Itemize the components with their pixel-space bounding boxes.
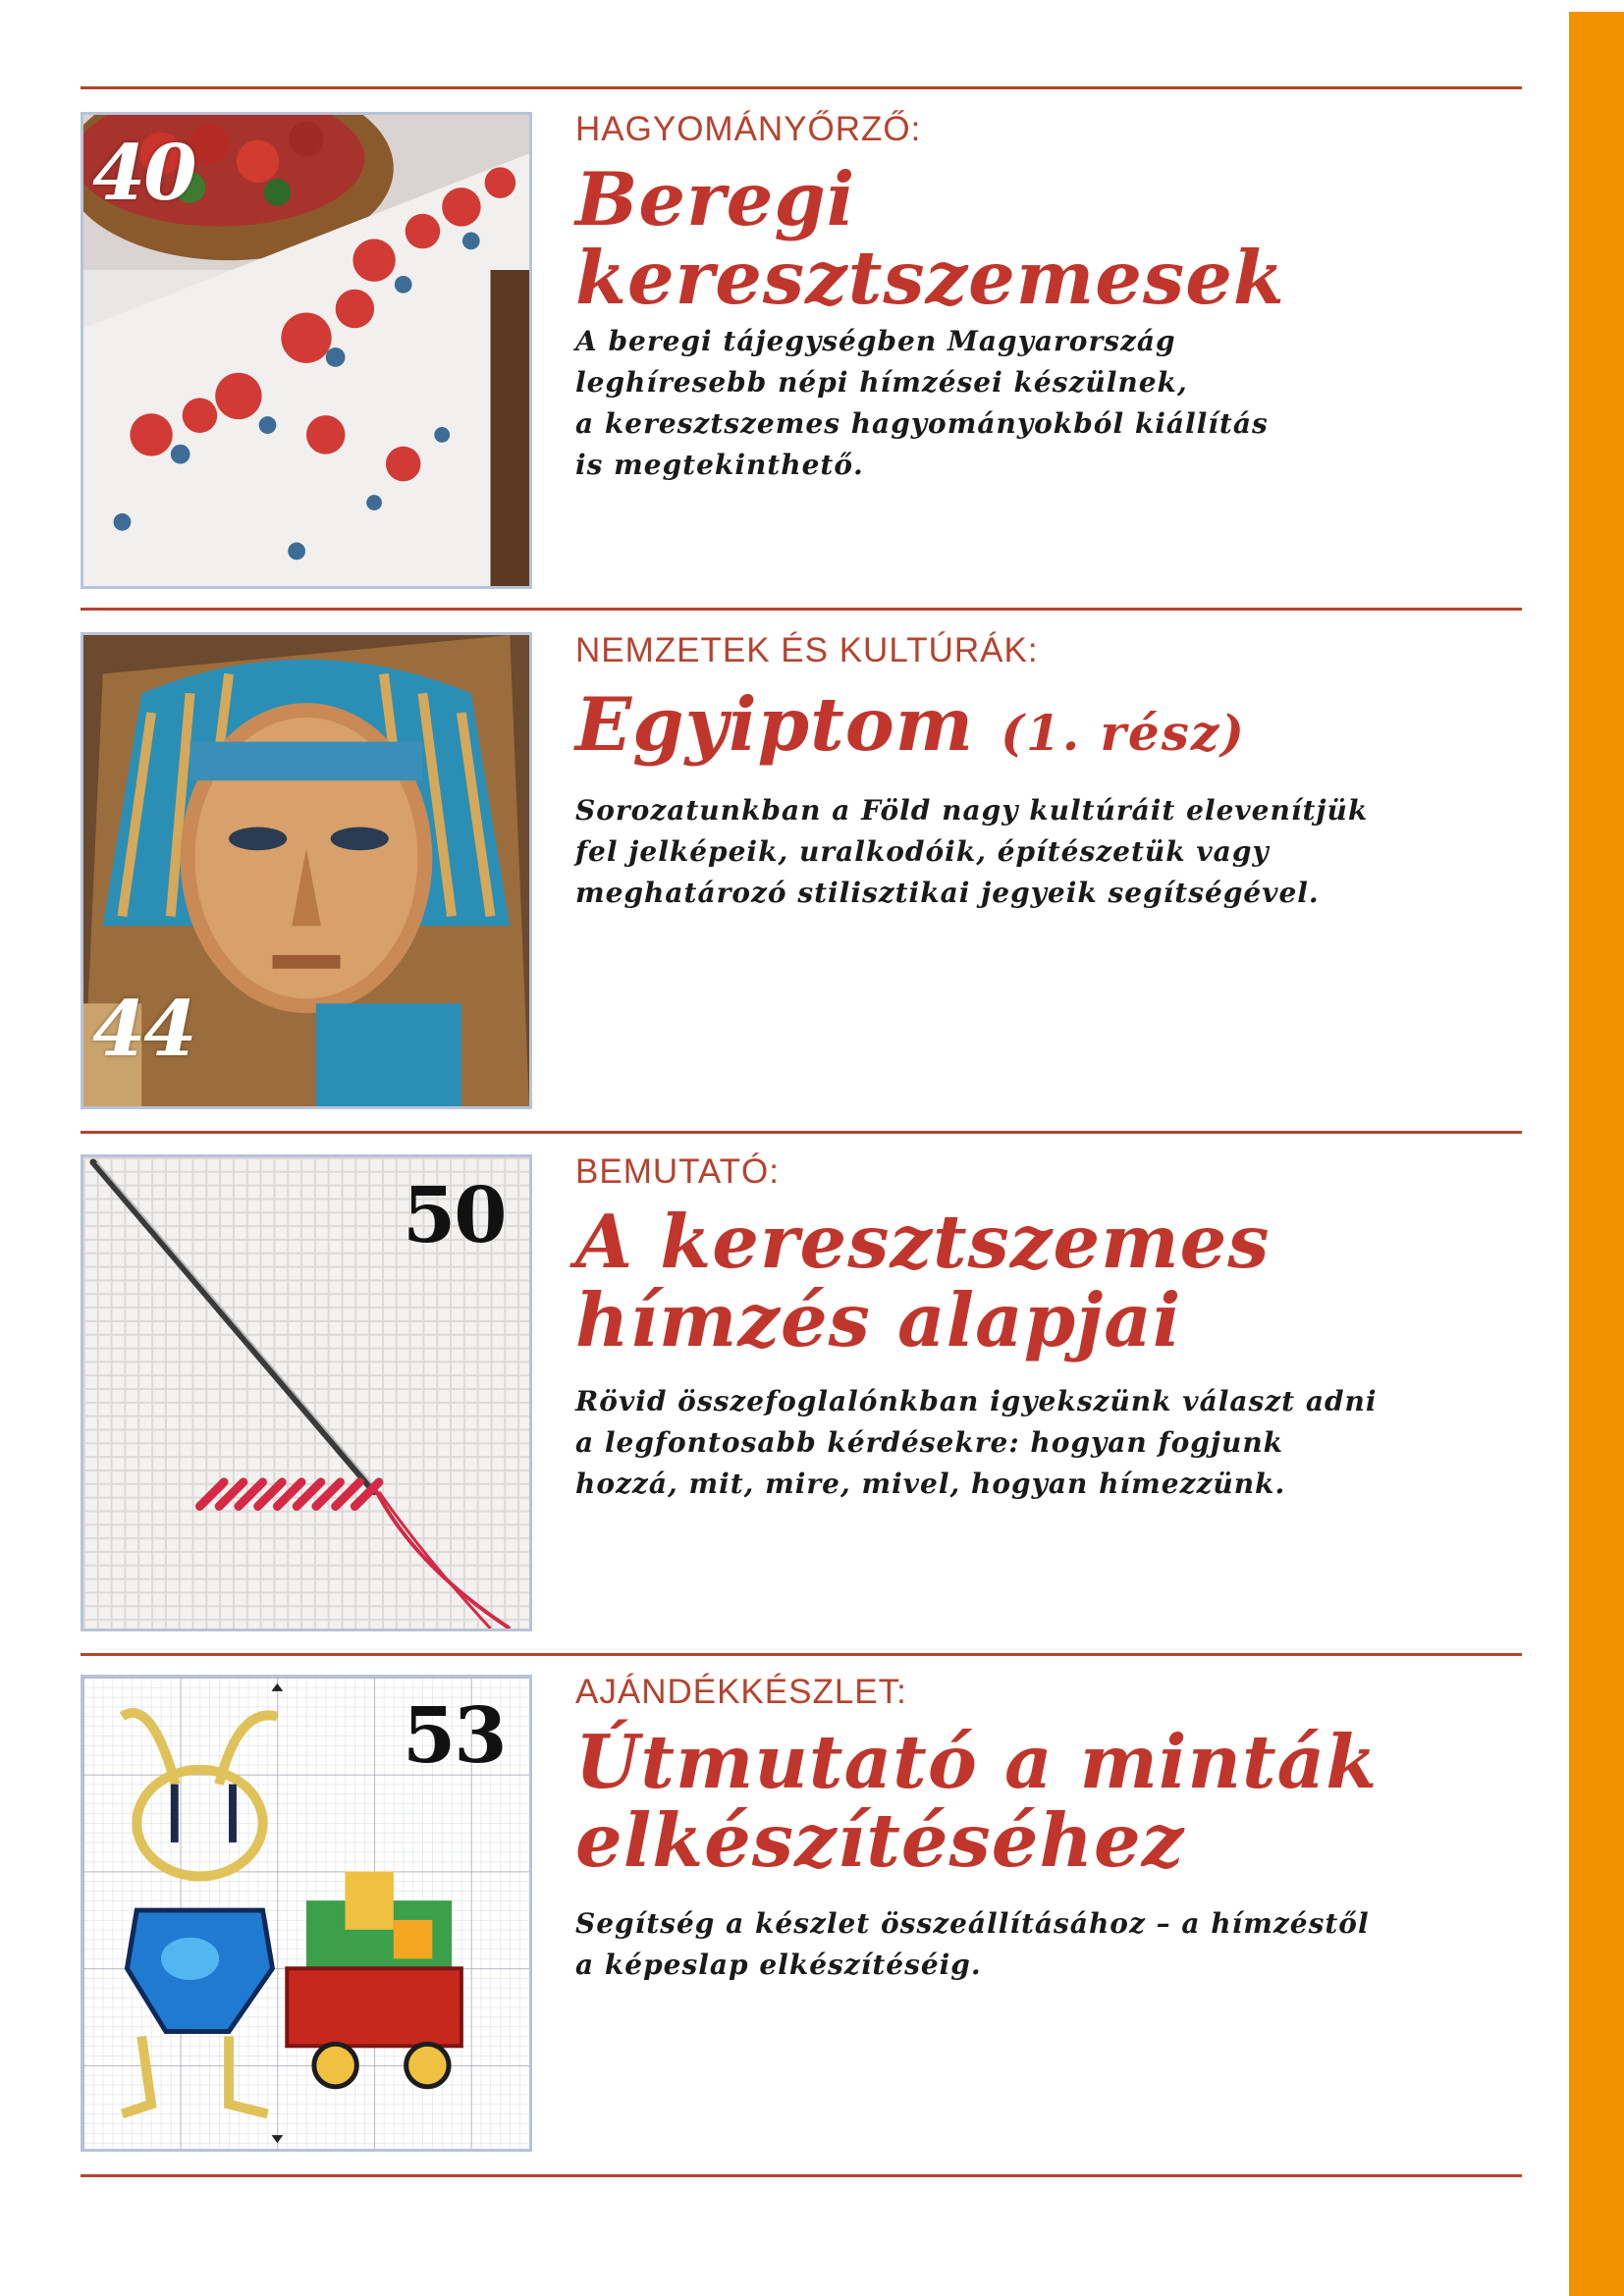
description-line: hozzá, mit, mire, mivel, hogyan hímezzünk. — [575, 1468, 1286, 1500]
page-number: 40 — [92, 129, 195, 218]
article-title-part: (1. rész) — [1001, 704, 1246, 762]
divider-rule — [81, 608, 1522, 611]
article-title[interactable] — [575, 1719, 1518, 1884]
description-line: Segítség a készlet összeállításához – a hímzéstől — [575, 1907, 1370, 1940]
divider-rule — [81, 1131, 1522, 1134]
article-title-line: elkészítéséhez — [575, 1797, 1185, 1884]
section-kicker: BEMUTATÓ: — [575, 1152, 780, 1191]
article-title-line: hímzés alapjai — [575, 1277, 1182, 1363]
divider-rule — [81, 1653, 1522, 1656]
description-line: A beregi tájegységben Magyarország — [575, 325, 1176, 357]
article-entry-utmutato — [575, 1675, 1518, 1986]
description-line: fel jelképeik, uralkodóik, építészetük vagy — [575, 835, 1270, 868]
description-line: is megtekinthető. — [575, 449, 864, 481]
article-title-line: Beregi — [575, 156, 856, 242]
description-line: a legfontosabb kérdésekre: hogyan fogjunk — [575, 1426, 1284, 1459]
description-line: leghíresebb népi hímzései készülnek, — [575, 366, 1188, 399]
page-number: 53 — [403, 1691, 506, 1781]
section-kicker: HAGYOMÁNYŐRZŐ: — [575, 110, 922, 148]
article-description — [575, 1903, 1518, 1986]
description-line: a keresztszemes hagyományokból kiállítás — [575, 407, 1269, 440]
article-description — [575, 321, 1518, 486]
page-number: 50 — [403, 1171, 506, 1260]
description-line: meghatározó stilisztikai jegyeik segítségével. — [575, 877, 1320, 909]
page-number: 44 — [92, 985, 195, 1074]
section-kicker: AJÁNDÉKKÉSZLET: — [575, 1673, 907, 1711]
article-entry-beregi — [575, 112, 1518, 486]
article-description — [575, 790, 1518, 914]
section-kicker: NEMZETEK ÉS KULTÚRÁK: — [575, 631, 1039, 669]
side-color-bar — [1569, 12, 1624, 2296]
article-entry-alapjai — [575, 1154, 1518, 1505]
article-title-line: Útmutató a minták — [575, 1719, 1379, 1805]
divider-rule — [81, 2174, 1522, 2177]
article-title-line: keresztszemesek — [575, 235, 1285, 321]
article-entry-egyiptom — [575, 633, 1518, 914]
article-title[interactable] — [575, 156, 1518, 321]
description-line: a képeslap elkészítéséig. — [575, 1949, 982, 1981]
article-title-line: Egyiptom — [575, 681, 975, 768]
article-title-line: A keresztszemes — [575, 1199, 1271, 1285]
description-line: Sorozatunkban a Föld nagy kultúráit elevenítjük — [575, 794, 1369, 827]
article-title[interactable] — [575, 681, 1518, 773]
divider-rule — [81, 86, 1522, 89]
description-line: Rövid összefoglalónkban igyekszünk választ adni — [575, 1385, 1378, 1417]
article-title[interactable] — [575, 1199, 1518, 1363]
article-description — [575, 1381, 1518, 1505]
